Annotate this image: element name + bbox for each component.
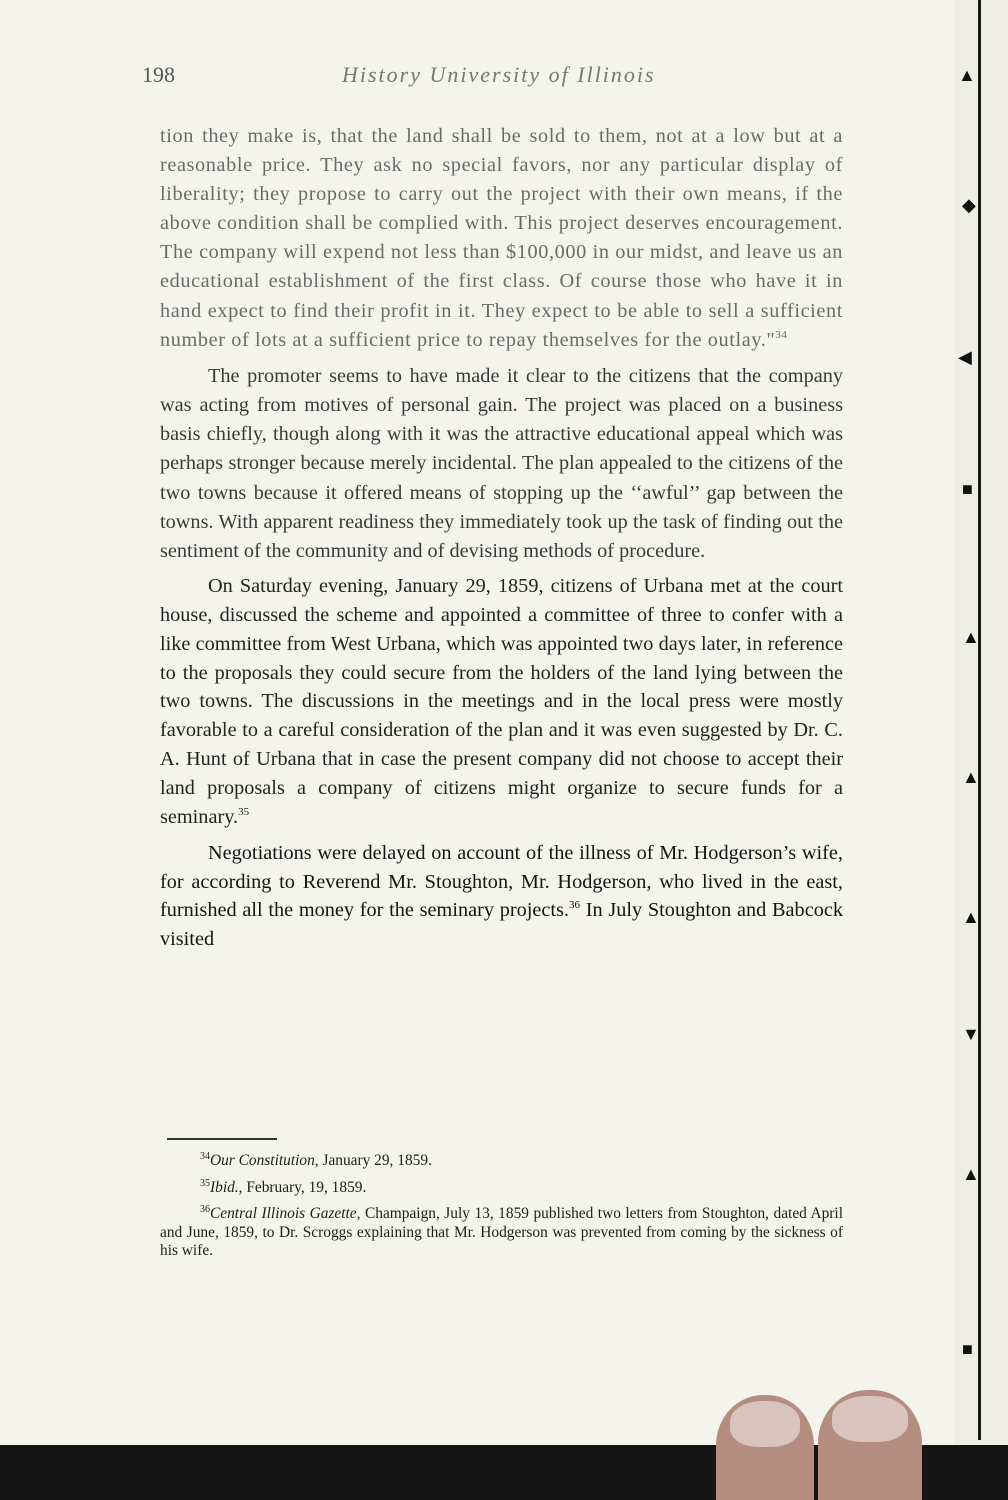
footnote-ref-34: 34 xyxy=(775,328,788,341)
binding-mark: ▼ xyxy=(962,1024,980,1044)
footnote-ref-36: 36 xyxy=(569,899,580,912)
binding-mark: ◆ xyxy=(962,195,976,215)
binding-mark: ■ xyxy=(962,479,973,499)
binding-mark: ◀ xyxy=(958,347,972,367)
body-text xyxy=(160,122,843,953)
binding-mark: ▲ xyxy=(958,65,976,85)
thumb xyxy=(818,1390,922,1500)
binding-mark: ■ xyxy=(962,1339,973,1359)
binding-mark: ▲ xyxy=(962,1164,980,1184)
footnote-35: $^{35}$Ibid., February, 19, 1859. xyxy=(200,1177,367,1196)
adjacent-page-edge xyxy=(955,0,1008,1445)
footnote-36: $^{36}$Central Illinois Gazette, Champaign, July 13, 1859 published two letters from Stoughton, dated April and June, 1859, to Dr. Scroggs explaining that Mr. Hodgerson was prevented from coming by the sickness of his wife. xyxy=(160,1204,843,1260)
footnote-ref-35: 35 xyxy=(238,805,250,818)
paragraph-1: tion they make is, that the land shall be sold to them, not at a low but at a reasonable price. They ask no special favors, nor any particular display of liberality; they propose to carry out the project with their own means, if the above condition shall be complied with. This project deserves encouragement. The company will expend not less than $100,000 in our midst, and leave us an educational establishment of the first class. Of course those who have it in hand expect to find their profit in it. They expect to be able to sell a sufficient number of lots at a sufficient price to repay themselves for the outlay."$^{34}$ xyxy=(160,125,843,351)
page-header xyxy=(142,62,842,92)
footnote-rule xyxy=(167,1138,277,1140)
running-title: History University of Illinois xyxy=(342,62,656,87)
binding-edge xyxy=(978,0,981,1440)
footnote-34: $^{34}$Our Constitution, January 29, 1859. xyxy=(200,1151,432,1169)
paragraph-2: The promoter seems to have made it clear to the citizens that the company was acting from motives of personal gain. The project was placed on a business basis chiefly, though along with it was the attractive educational appeal which was perhaps stronger because merely incidental. The plan appealed to the citizens of the two towns because it offered means of stopping up the ‘‘awful’’ gap between the towns. With apparent readiness they immediately took up the task of finding out the sentiment of the community and of devising methods of procedure. xyxy=(160,364,843,562)
binding-mark: ▲ xyxy=(962,627,980,647)
footnotes xyxy=(160,1148,843,1265)
binding-mark: ▲ xyxy=(962,767,980,787)
paragraph-4: Negotiations were delayed on account of the illness of Mr. Hodgerson’s wife, for according to Reverend Mr. Stoughton, Mr. Hodgerson, who lived in the east, furnished all the money for the seminary projects.$^{36}$ In July Stoughton and Babcock visited xyxy=(160,842,843,950)
page-number: 198 xyxy=(142,62,175,87)
paragraph-3: On Saturday evening, January 29, 1859, citizens of Urbana met at the court house, discussed the scheme and appointed a committee of three to confer with a like committee from West Urbana, which was appointed two days later, in reference to the proposals they could secure from the holders of the land lying between the two towns. The discussions in the meetings and in the local press were mostly favorable to a careful consideration of the plan and it was even suggested by Dr. C. A. Hunt of Urbana that in case the present company did not choose to accept their land proposals a company of citizens might organize to secure funds for a seminary.$^{35}$ xyxy=(160,575,843,828)
thumb xyxy=(716,1395,814,1500)
binding-mark: ▲ xyxy=(962,907,980,927)
